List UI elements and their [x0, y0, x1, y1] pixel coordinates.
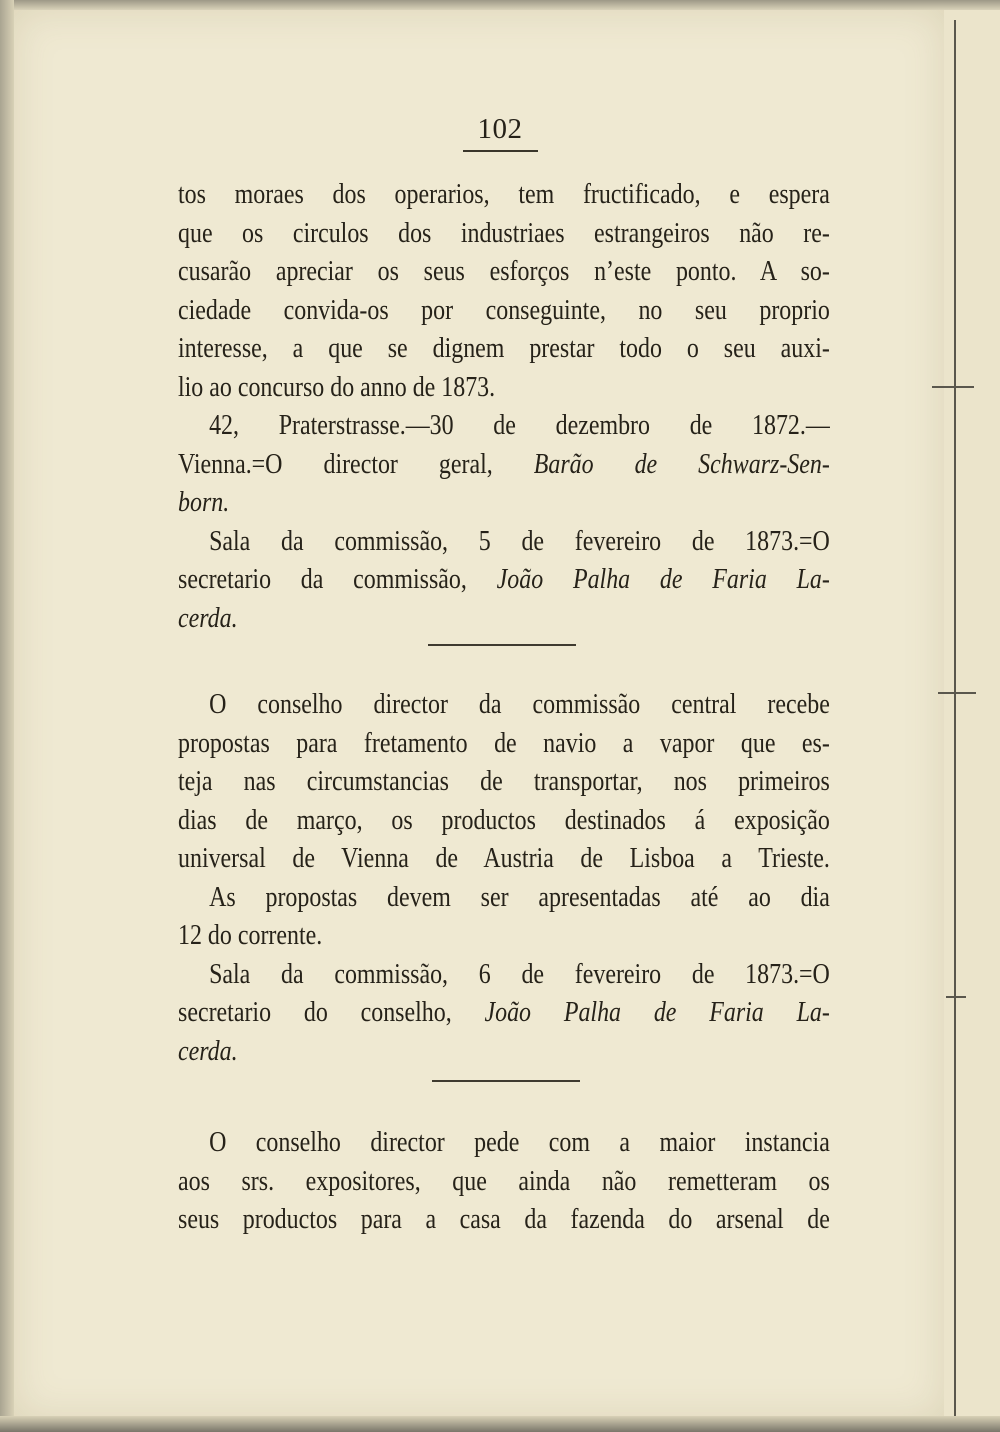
- text-block-3: [178, 1124, 830, 1240]
- text-line: O conselho director pede com a maior instancia: [209, 1127, 830, 1158]
- right-margin: [944, 10, 1000, 1416]
- text-line: teja nas circumstancias de transportar, nos primeiros: [178, 766, 830, 797]
- text-span: secretario da commissão,: [178, 564, 497, 595]
- margin-tick: [932, 386, 974, 388]
- text-line: propostas para fretamento de navio a vapor que es-: [178, 727, 830, 759]
- signature-line: [178, 994, 830, 1033]
- signatory-name-end: born.: [178, 487, 230, 518]
- text-line: ciedade convida-os por conseguinte, no seu proprio: [178, 294, 830, 326]
- text-block-2: [178, 686, 830, 1071]
- section-divider: [432, 1080, 580, 1082]
- text-line: dias de março, os productos destinados á exposição: [178, 804, 830, 836]
- margin-tick: [946, 996, 966, 998]
- section-divider: [428, 644, 576, 646]
- book-left-edge: [0, 0, 14, 1432]
- text-block-1: [178, 176, 830, 638]
- signature-line: [178, 446, 830, 485]
- text-line: interesse, a que se dignem prestar todo o seu auxi-: [178, 333, 830, 364]
- text-span: Vienna.=O director geral,: [178, 448, 534, 480]
- book-bottom-edge: [0, 1416, 1000, 1432]
- text-line: 12 do corrente.: [178, 920, 323, 951]
- signatory-name-end: cerda.: [178, 1035, 238, 1067]
- text-line: O conselho director da commissão central recebe: [209, 689, 830, 720]
- text-line: tos moraes dos operarios, tem fructificado, e espera: [178, 179, 830, 210]
- text-line: 42, Praterstrasse.—30 de dezembro de 1872.—: [209, 410, 830, 441]
- margin-tick: [938, 692, 976, 694]
- book-top-edge: [0, 0, 1000, 10]
- text-span: secretario do conselho,: [178, 997, 485, 1028]
- text-line: As propostas devem ser apresentadas até ao dia: [209, 881, 830, 913]
- page-number-rule: [463, 150, 538, 152]
- text-line: cusarão apreciar os seus esforços n’este ponto. A so-: [178, 256, 830, 287]
- signatory-name: João Palha de Faria La-: [496, 564, 830, 595]
- signatory-name: João Palha de Faria La-: [484, 997, 830, 1028]
- signature-line: [178, 561, 830, 600]
- text-line: Sala da commissão, 5 de fevereiro de 1873.=O: [209, 525, 830, 557]
- text-line: Sala da commissão, 6 de fevereiro de 1873.=O: [209, 958, 830, 990]
- text-line: lio ao concurso do anno de 1873.: [178, 371, 496, 403]
- signatory-name-end: cerda.: [178, 602, 238, 634]
- text-line: que os circulos dos industriaes estrangeiros não re-: [178, 217, 830, 249]
- page-number: 102: [477, 113, 523, 145]
- signatory-name: Barão de Schwarz-Sen-: [533, 448, 830, 480]
- text-line: universal de Vienna de Austria de Lisboa a Trieste.: [178, 843, 830, 874]
- text-line: aos srs. expositores, que ainda não remetteram os: [178, 1165, 830, 1197]
- text-line: seus productos para a casa da fazenda do arsenal de: [178, 1204, 830, 1235]
- page-edge-line: [954, 20, 956, 1420]
